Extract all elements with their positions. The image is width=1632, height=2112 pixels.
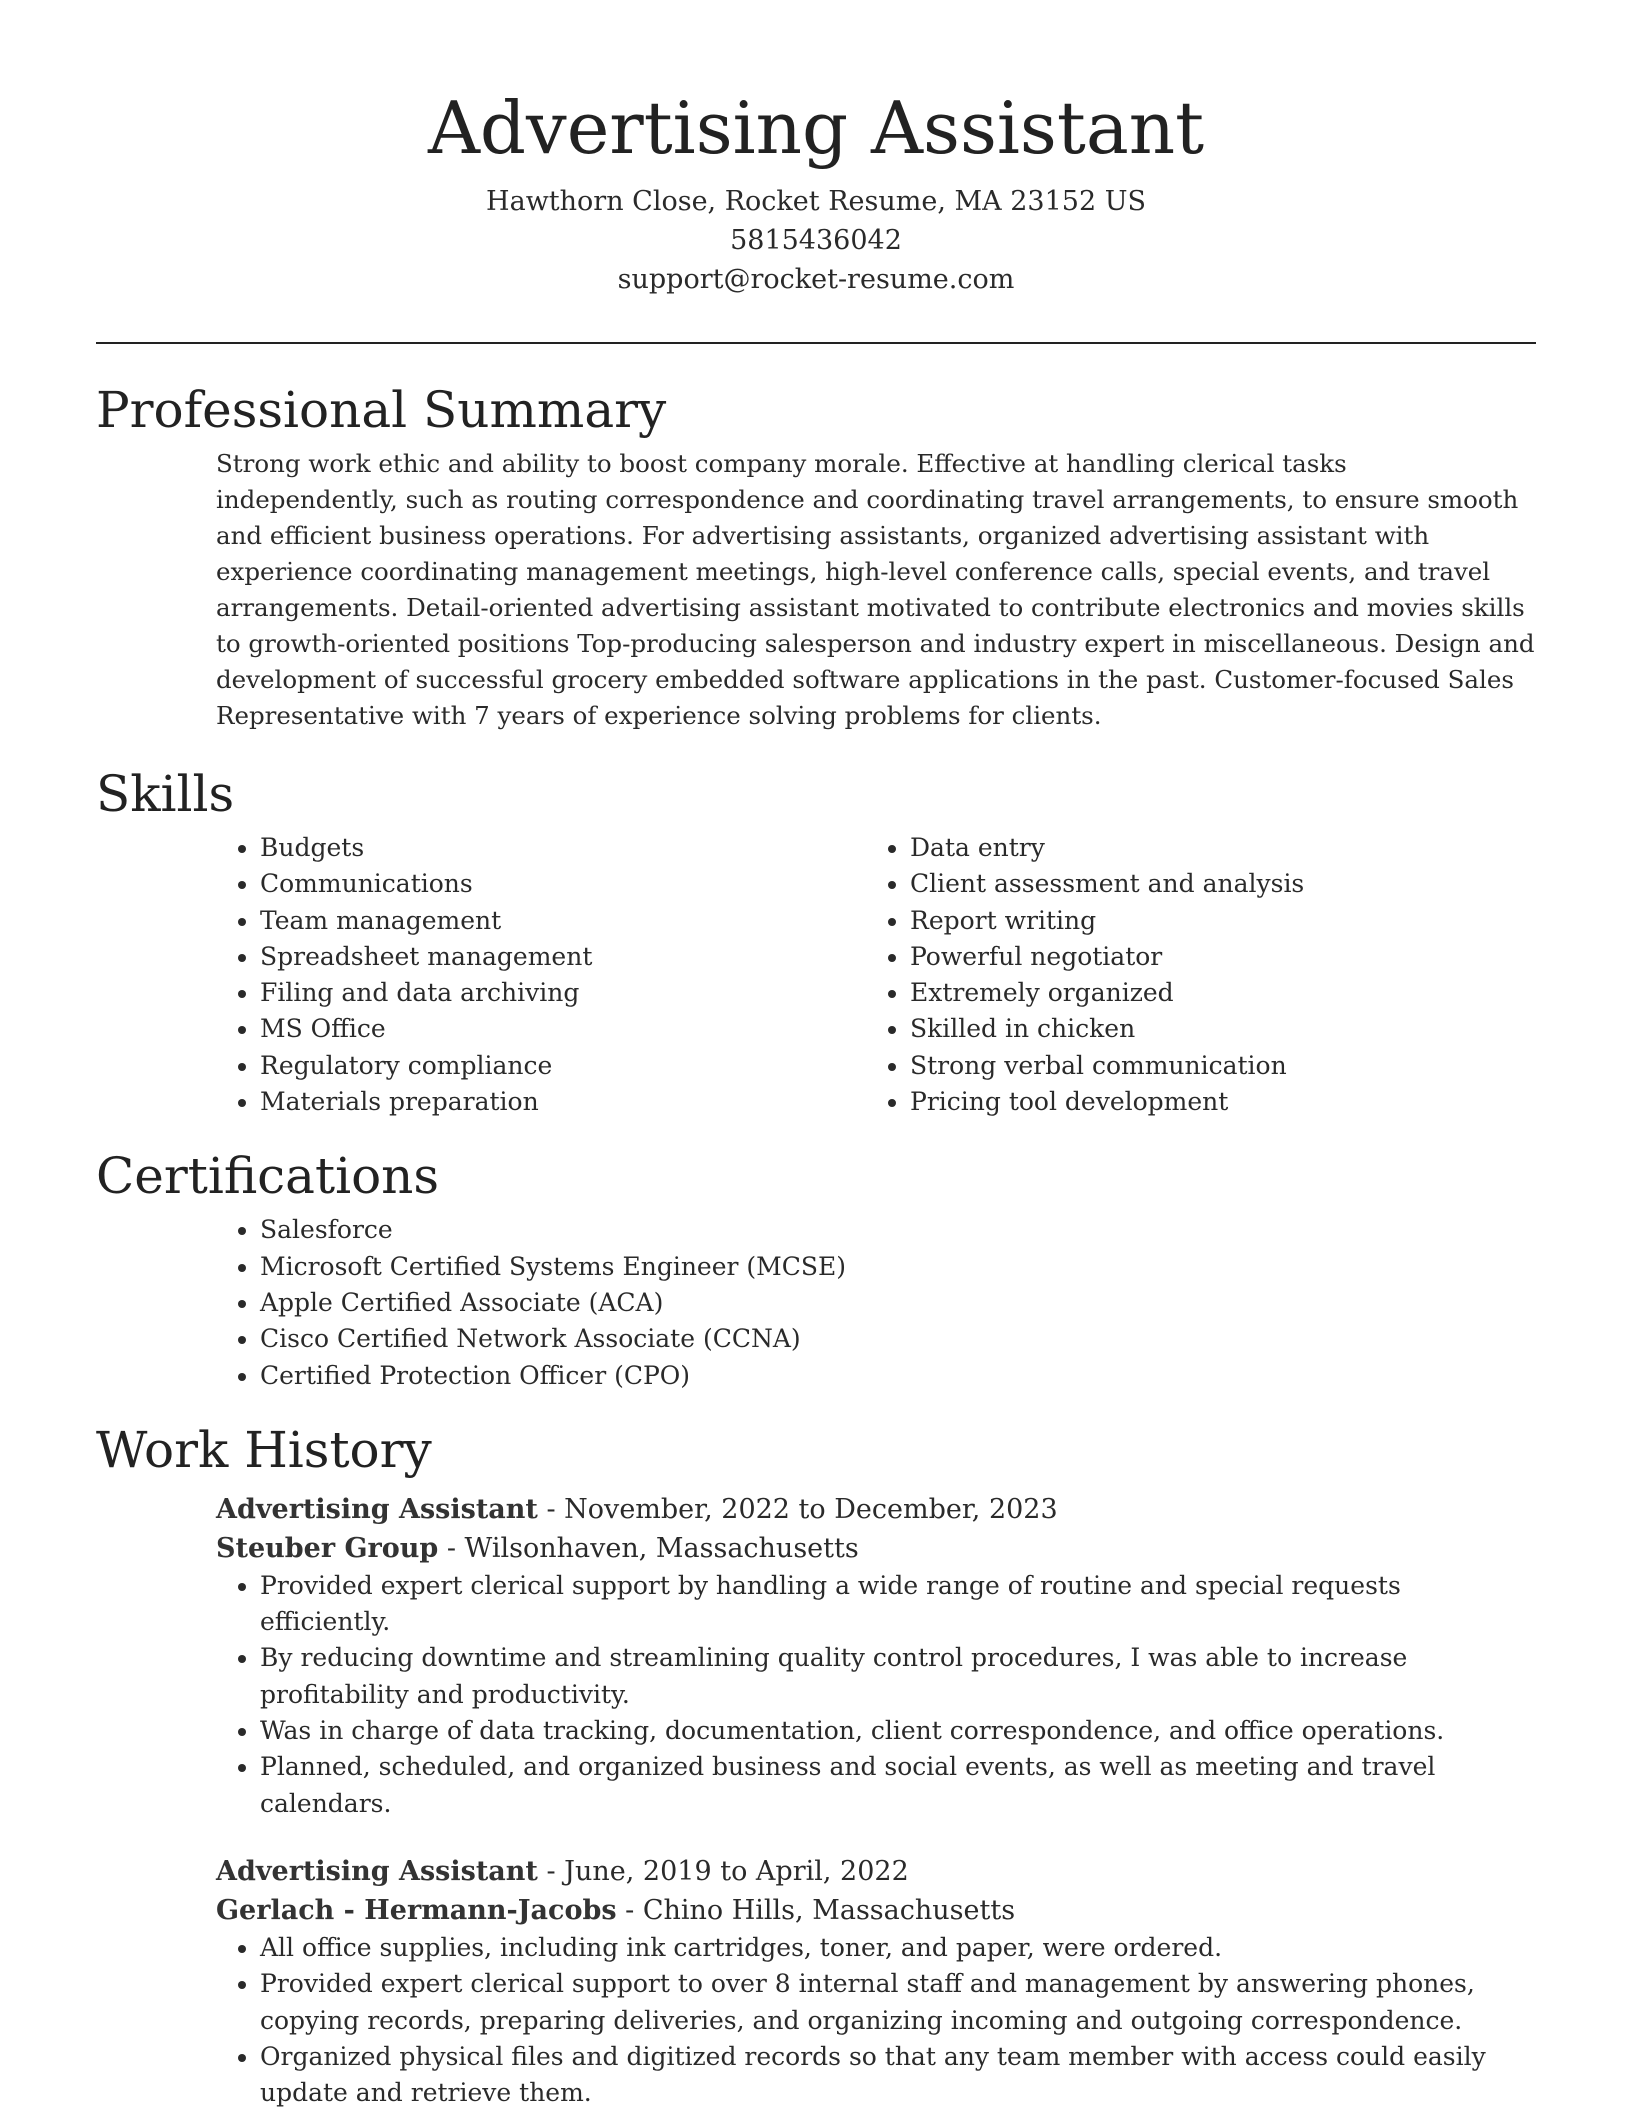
- skill-item: • Data entry: [910, 830, 1516, 866]
- skills-grid: [216, 830, 1536, 1120]
- skills-heading: Skills: [96, 765, 235, 823]
- skills-column-left: [216, 830, 866, 1120]
- job-duty-item: • Provided expert clerical support to over 8 internal staff and management by answering phones, copying records, preparing deliveries, and organizing incoming and outgoing correspondence.: [260, 1966, 1536, 2039]
- skill-item: • Powerful negotiator: [910, 939, 1516, 975]
- certifications-body: [216, 1212, 1536, 1393]
- summary-heading: Professional Summary: [96, 381, 667, 439]
- summary-body: [216, 446, 1536, 734]
- job-title: Advertising Assistant: [216, 1855, 538, 1887]
- work-history-heading: Work History: [96, 1420, 432, 1479]
- contact-address: Hawthorn Close, Rocket Resume, MA 23152 US: [486, 186, 1146, 217]
- skills-list-left: [216, 830, 866, 1120]
- skill-item: • Pricing tool development: [910, 1084, 1516, 1120]
- job-duty-item: • All office supplies, including ink cartridges, toner, and paper, were ordered.: [260, 1930, 1536, 1966]
- skill-item: • Filing and data archiving: [260, 975, 866, 1011]
- skill-item: • Materials preparation: [260, 1084, 866, 1120]
- skill-item: • Spreadsheet management: [260, 939, 866, 975]
- certification-item: • Salesforce: [260, 1212, 1536, 1248]
- resume-content: [96, 378, 1536, 2111]
- job-company-line: [216, 1891, 1536, 1930]
- job-company: Steuber Group: [216, 1532, 439, 1564]
- job-duty-item: • Provided expert clerical support by handling a wide range of routine and special requests efficiently.: [260, 1568, 1536, 1641]
- skills-section: [96, 762, 1536, 1120]
- job-duty-item: • Organized physical files and digitized records so that any team member with access could easily update and retrieve them.: [260, 2039, 1536, 2112]
- skills-list-right: [866, 830, 1516, 1120]
- job-location: - Chino Hills, Massachusetts: [616, 1894, 1016, 1926]
- skill-item: • Extremely organized: [910, 975, 1516, 1011]
- job-entry: [216, 1852, 1536, 2111]
- skill-item: • Team management: [260, 903, 866, 939]
- skills-body: [216, 830, 1536, 1120]
- header-divider: [96, 342, 1536, 344]
- job-company-line: [216, 1529, 1536, 1568]
- summary-section: [96, 378, 1536, 734]
- contact-phone: 5815436042: [730, 225, 902, 256]
- job-dates: - June, 2019 to April, 2022: [537, 1855, 909, 1887]
- certification-item: • Microsoft Certified Systems Engineer (MCSE): [260, 1249, 1536, 1285]
- job-duties-list: [216, 1568, 1536, 1822]
- job-entry: [216, 1490, 1536, 1822]
- skill-item: • Communications: [260, 866, 866, 902]
- job-duties-list: [216, 1930, 1536, 2111]
- job-duty-item: • Was in charge of data tracking, documentation, client correspondence, and office operations.: [260, 1713, 1536, 1749]
- skill-item: • Client assessment and analysis: [910, 866, 1516, 902]
- resume-header: [96, 80, 1536, 299]
- skill-item: • Budgets: [260, 830, 866, 866]
- job-company: Gerlach - Hermann-Jacobs: [216, 1894, 617, 1926]
- certifications-heading: Certifications: [96, 1147, 440, 1206]
- job-duty-item: • Planned, scheduled, and organized business and social events, as well as meeting and travel calendars.: [260, 1749, 1536, 1822]
- skill-item: • Skilled in chicken: [910, 1011, 1516, 1047]
- job-title: Advertising Assistant: [216, 1493, 538, 1525]
- skill-item: • Regulatory compliance: [260, 1048, 866, 1084]
- skill-item: • Report writing: [910, 903, 1516, 939]
- job-duty-item: • By reducing downtime and streamlining quality control procedures, I was able to increase profitability and productivity.: [260, 1640, 1536, 1713]
- work-history-section: [96, 1418, 1536, 2112]
- candidate-name: Advertising Assistant: [427, 86, 1205, 170]
- job-location: - Wilsonhaven, Massachusetts: [438, 1532, 859, 1564]
- certifications-list: [216, 1212, 1536, 1393]
- certification-item: • Cisco Certified Network Associate (CCNA): [260, 1321, 1536, 1357]
- summary-text: Strong work ethic and ability to boost company morale. Effective at handling clerical tasks independently, such as routing correspondence and coordinating travel arrangements, to ensure smooth and efficient business operations. For advertising assistants, organized advertising assistant with experience coordinating management meetings, high-level conference calls, special events, and travel arrangements. Detail-oriented advertising assistant motivated to contribute electronics and movies skills to growth-oriented positions Top-producing salesperson and industry expert in miscellaneous. Design and development of successful grocery embedded software applications in the past. Customer-focused Sales Representative with 7 years of experience solving problems for clients.: [216, 449, 1535, 730]
- contact-email: support@rocket-resume.com: [617, 264, 1015, 295]
- work-history-body: [216, 1490, 1536, 2112]
- skills-column-right: [866, 830, 1516, 1120]
- skill-item: • MS Office: [260, 1011, 866, 1047]
- certification-item: • Certified Protection Officer (CPO): [260, 1358, 1536, 1394]
- job-dates: - November, 2022 to December, 2023: [537, 1493, 1058, 1525]
- job-title-line: [216, 1852, 1536, 1891]
- certification-item: • Apple Certified Associate (ACA): [260, 1285, 1536, 1321]
- certifications-section: [96, 1144, 1536, 1393]
- skill-item: • Strong verbal communication: [910, 1048, 1516, 1084]
- job-title-line: [216, 1490, 1536, 1529]
